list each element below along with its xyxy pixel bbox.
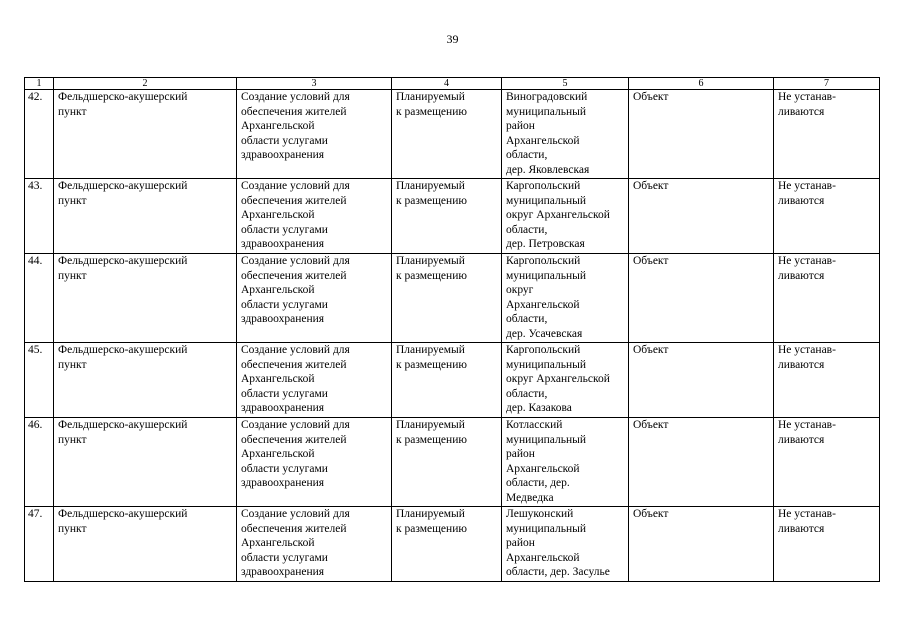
row-number: 42. [25, 90, 54, 179]
table-row [25, 343, 880, 418]
column-header: 7 [774, 78, 880, 90]
row-number: 46. [25, 418, 54, 507]
row-number: 43. [25, 179, 54, 254]
object-purpose: Создание условий для обеспечения жителей Архангельской области услугами здравоохранения [237, 343, 392, 418]
object-type: Объект [629, 418, 774, 507]
object-location: Виноградовский муниципальный район Архангельской области, дер. Яковлевская [502, 90, 629, 179]
object-type: Объект [629, 254, 774, 343]
object-location: Котласский муниципальный район Архангельской области, дер. Медведка [502, 418, 629, 507]
page-number: 39 [446, 32, 459, 46]
table-row [25, 507, 880, 582]
column-header: 5 [502, 78, 629, 90]
object-zone: Не устанав- ливаются [774, 343, 880, 418]
object-zone: Не устанав- ливаются [774, 507, 880, 582]
object-status: Планируемый к размещению [392, 507, 502, 582]
table-row [25, 90, 880, 179]
object-status: Планируемый к размещению [392, 418, 502, 507]
object-name: Фельдшерско-акушерский пункт [54, 254, 237, 343]
table-row [25, 179, 880, 254]
object-status: Планируемый к размещению [392, 179, 502, 254]
object-purpose: Создание условий для обеспечения жителей Архангельской области услугами здравоохранения [237, 179, 392, 254]
object-purpose: Создание условий для обеспечения жителей Архангельской области услугами здравоохранения [237, 254, 392, 343]
object-status: Планируемый к размещению [392, 254, 502, 343]
column-number-row [25, 78, 880, 90]
object-purpose: Создание условий для обеспечения жителей Архангельской области услугами здравоохранения [237, 507, 392, 582]
object-location: Каргопольский муниципальный округ Архангельской области, дер. Петровская [502, 179, 629, 254]
column-header: 4 [392, 78, 502, 90]
object-zone: Не устанав- ливаются [774, 179, 880, 254]
object-type: Объект [629, 507, 774, 582]
object-type: Объект [629, 343, 774, 418]
object-name: Фельдшерско-акушерский пункт [54, 343, 237, 418]
column-header: 1 [25, 78, 54, 90]
column-header: 3 [237, 78, 392, 90]
object-name: Фельдшерско-акушерский пункт [54, 418, 237, 507]
object-purpose: Создание условий для обеспечения жителей Архангельской области услугами здравоохранения [237, 418, 392, 507]
object-status: Планируемый к размещению [392, 343, 502, 418]
row-number: 47. [25, 507, 54, 582]
object-location: Каргопольский муниципальный округ Архангельской области, дер. Усачевская [502, 254, 629, 343]
row-number: 44. [25, 254, 54, 343]
column-header: 6 [629, 78, 774, 90]
object-status: Планируемый к размещению [392, 90, 502, 179]
object-purpose: Создание условий для обеспечения жителей Архангельской области услугами здравоохранения [237, 90, 392, 179]
table-row [25, 418, 880, 507]
object-name: Фельдшерско-акушерский пункт [54, 90, 237, 179]
row-number: 45. [25, 343, 54, 418]
object-zone: Не устанав- ливаются [774, 90, 880, 179]
object-type: Объект [629, 90, 774, 179]
object-name: Фельдшерско-акушерский пункт [54, 179, 237, 254]
object-name: Фельдшерско-акушерский пункт [54, 507, 237, 582]
table-row [25, 254, 880, 343]
objects-table [24, 77, 880, 582]
object-location: Каргопольский муниципальный округ Архангельской области, дер. Казакова [502, 343, 629, 418]
object-zone: Не устанав- ливаются [774, 418, 880, 507]
column-header: 2 [54, 78, 237, 90]
object-location: Лешуконский муниципальный район Архангельской области, дер. Засулье [502, 507, 629, 582]
object-type: Объект [629, 179, 774, 254]
object-zone: Не устанав- ливаются [774, 254, 880, 343]
